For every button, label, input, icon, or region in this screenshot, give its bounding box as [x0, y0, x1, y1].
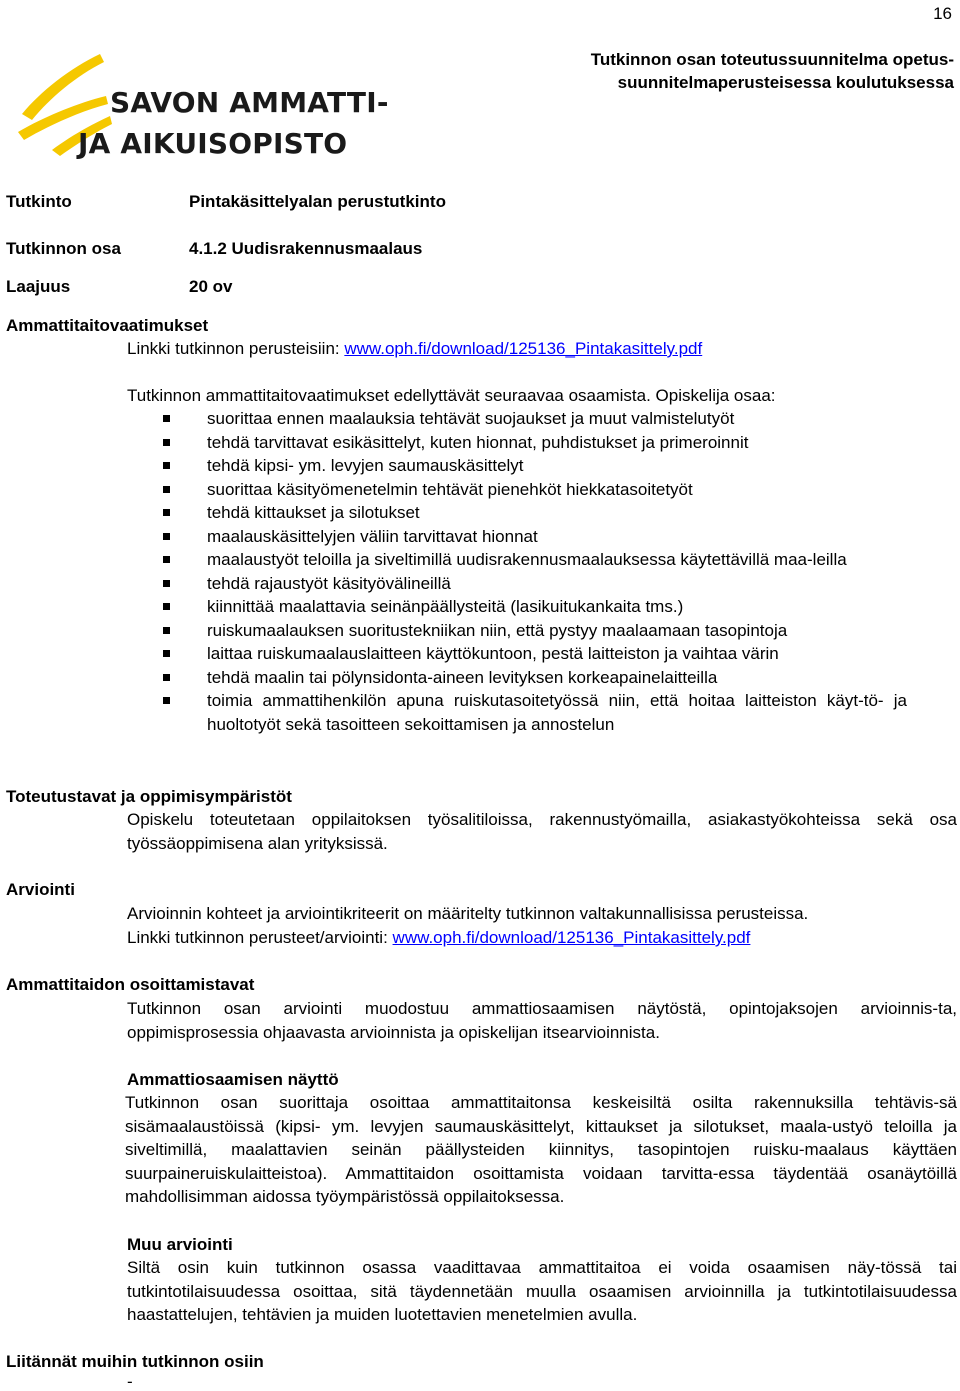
- vaatimukset-heading: Ammattitaitovaatimukset: [6, 316, 209, 335]
- page-number: 16: [933, 4, 952, 23]
- square-bullet-icon: [163, 462, 170, 469]
- square-bullet-icon: [163, 439, 170, 446]
- naytto-text: Tutkinnon osan suorittaja osoittaa ammattitaitonsa keskeisiltä osilta rakennuksilla tehtävis-sä sisämaalaustöissä (kipsi- ym. levyjen saumauskäsittelyt, kittaukset ja silotukset, maala-ustyö teloilla ja siveltimillä, maalattavien seinän päällysteiden kiinnitys, tasopintojen ruisku-maalaus käyttäen suurpaineruiskulaitteistoa). Ammattitaidon osoittamista voidaan tarvitta-essa täydentää osanäytöillä mahdollisimman aidossa työympäristössä oppilaitoksessa.: [125, 1093, 957, 1206]
- liitannat-heading: Liitännät muihin tutkinnon osiin: [6, 1352, 264, 1371]
- requirement-item: [127, 642, 907, 666]
- requirement-item: [127, 525, 907, 549]
- toteutustavat-heading: Toteutustavat ja oppimisympäristöt: [6, 787, 292, 806]
- requirement-text: kiinnittää maalattavia seinänpäällysteitä (lasikuitukankaita tms.): [207, 597, 684, 616]
- naytto-heading: Ammattiosaamisen näyttö: [127, 1070, 339, 1089]
- arviointi-text: Arvioinnin kohteet ja arviointikriteerit on määritelty tutkinnon valtakunnallisissa perusteissa.: [127, 904, 809, 923]
- laajuus-label: Laajuus: [6, 277, 71, 296]
- muu-arviointi-text: Siltä osin kuin tutkinnon osassa vaadittavaa ammattitaitoa ei voida osaamisen näy-tössä tai tutkintotilaisuudessa osoittaa, sitä täydennetään muulla osaamisen arvioinnilla ja tutkintotilaisuudessa haastattelujen, tehtävien ja muiden luotettavien menetelmien avulla.: [127, 1258, 957, 1324]
- requirement-text: tehdä kipsi- ym. levyjen saumauskäsittelyt: [207, 456, 524, 475]
- square-bullet-icon: [163, 556, 170, 563]
- square-bullet-icon: [163, 533, 170, 540]
- requirements-bullet-list: [127, 407, 907, 736]
- requirement-text: suorittaa käsityömenetelmin tehtävät pienehköt hiekkatasoitetyöt: [207, 479, 693, 499]
- osoittamistavat-text: Tutkinnon osan arviointi muodostuu ammattiosaamisen näytöstä, opintojaksojen arvioinnis-ta, oppimisprosessia ohjaavasta arvioinnista ja opiskelijan itsearvioinnista.: [127, 999, 957, 1042]
- tutkinto-label: Tutkinto: [6, 192, 72, 211]
- requirement-item: [127, 431, 907, 455]
- requirement-item: [127, 501, 907, 525]
- requirement-item: [127, 689, 907, 736]
- tutkinnon-osa-label: Tutkinnon osa: [6, 239, 121, 258]
- requirement-item: [127, 666, 907, 690]
- requirement-text: maalauskäsittelyjen väliin tarvittavat hionnat: [207, 526, 538, 546]
- arviointi-heading: Arviointi: [6, 880, 75, 899]
- vaatimukset-link-line: [127, 337, 957, 361]
- logo-line-1: SAVON AMMATTI-: [110, 86, 389, 119]
- logo-sun-rays-icon: [12, 52, 389, 160]
- square-bullet-icon: [163, 580, 170, 587]
- arviointi-link-line: [127, 926, 957, 950]
- square-bullet-icon: [163, 415, 170, 422]
- document-header-title: Tutkinnon osan toteutussuunnitelma opetus-suunnitelmaperusteisessa koulutuksessa: [590, 50, 954, 92]
- square-bullet-icon: [163, 627, 170, 634]
- arviointi-link-prefix: Linkki tutkinnon perusteet/arviointi:: [127, 928, 393, 947]
- square-bullet-icon: [163, 697, 170, 704]
- requirement-text: tehdä kittaukset ja silotukset: [207, 503, 420, 522]
- requirement-text: tehdä maalin tai pölynsidonta-aineen levityksen korkeapainelaitteilla: [207, 667, 718, 687]
- square-bullet-icon: [163, 509, 170, 516]
- requirement-item: [127, 478, 907, 502]
- requirement-text: ruiskumaalauksen suoritustekniikan niin, että pystyy maalaamaan tasopintoja: [207, 620, 788, 640]
- logo-line-2: JA AIKUISOPISTO: [78, 127, 348, 160]
- requirement-item: [127, 619, 907, 643]
- requirement-item: [127, 572, 907, 596]
- perusteet-link[interactable]: www.oph.fi/download/125136_Pintakasittely.pdf: [344, 339, 703, 358]
- vaatimukset-list: [127, 407, 907, 736]
- osoittamistavat-heading: Ammattitaidon osoittamistavat: [6, 975, 255, 994]
- requirement-item: [127, 454, 907, 478]
- liitannat-value: -: [127, 1372, 133, 1391]
- requirement-text: laittaa ruiskumaalauslaitteen käyttökuntoon, pestä laitteiston ja vaihtaa värin: [207, 644, 779, 663]
- laajuus-value: 20 ov: [189, 277, 233, 296]
- square-bullet-icon: [163, 486, 170, 493]
- tutkinnon-osa-value: 4.1.2 Uudisrakennusmaalaus: [189, 239, 423, 258]
- requirement-item: [127, 407, 907, 431]
- requirement-text: toimia ammattihenkilön apuna ruiskutasoitetyössä niin, että hoitaa laitteiston käyt-tö- ja huoltotyöt sekä tasoitteen sekoittamisen ja annostelun: [207, 691, 907, 734]
- square-bullet-icon: [163, 603, 170, 610]
- tutkinto-value: Pintakäsittelyalan perustutkinto: [189, 192, 446, 211]
- toteutustavat-text: Opiskelu toteutetaan oppilaitoksen työsalitiloissa, rakennustyömailla, asiakastyökohteissa sekä osa työssäoppimisena alan yrityksissä.: [127, 810, 957, 853]
- requirement-item: [127, 595, 907, 619]
- muu-arviointi-heading: Muu arviointi: [127, 1235, 233, 1254]
- square-bullet-icon: [163, 674, 170, 681]
- requirement-item: [127, 548, 907, 572]
- arviointi-link[interactable]: www.oph.fi/download/125136_Pintakasittely.pdf: [392, 928, 751, 947]
- requirement-text: tehdä tarvittavat esikäsittelyt, kuten hionnat, puhdistukset ja primeroinnit: [207, 432, 749, 452]
- vaatimukset-link-prefix: Linkki tutkinnon perusteisiin:: [127, 339, 345, 358]
- requirement-text: maalaustyöt teloilla ja siveltimillä uudisrakennusmaalauksessa käytettävillä maa-leilla: [207, 550, 847, 569]
- requirement-text: tehdä rajaustyöt käsityövälineillä: [207, 573, 451, 593]
- square-bullet-icon: [163, 650, 170, 657]
- vaatimukset-intro: Tutkinnon ammattitaitovaatimukset edellyttävät seuraavaa osaamista. Opiskelija osaa:: [127, 386, 776, 405]
- requirement-text: suorittaa ennen maalauksia tehtävät suojaukset ja muut valmistelutyöt: [207, 409, 735, 428]
- school-logo: [12, 52, 389, 160]
